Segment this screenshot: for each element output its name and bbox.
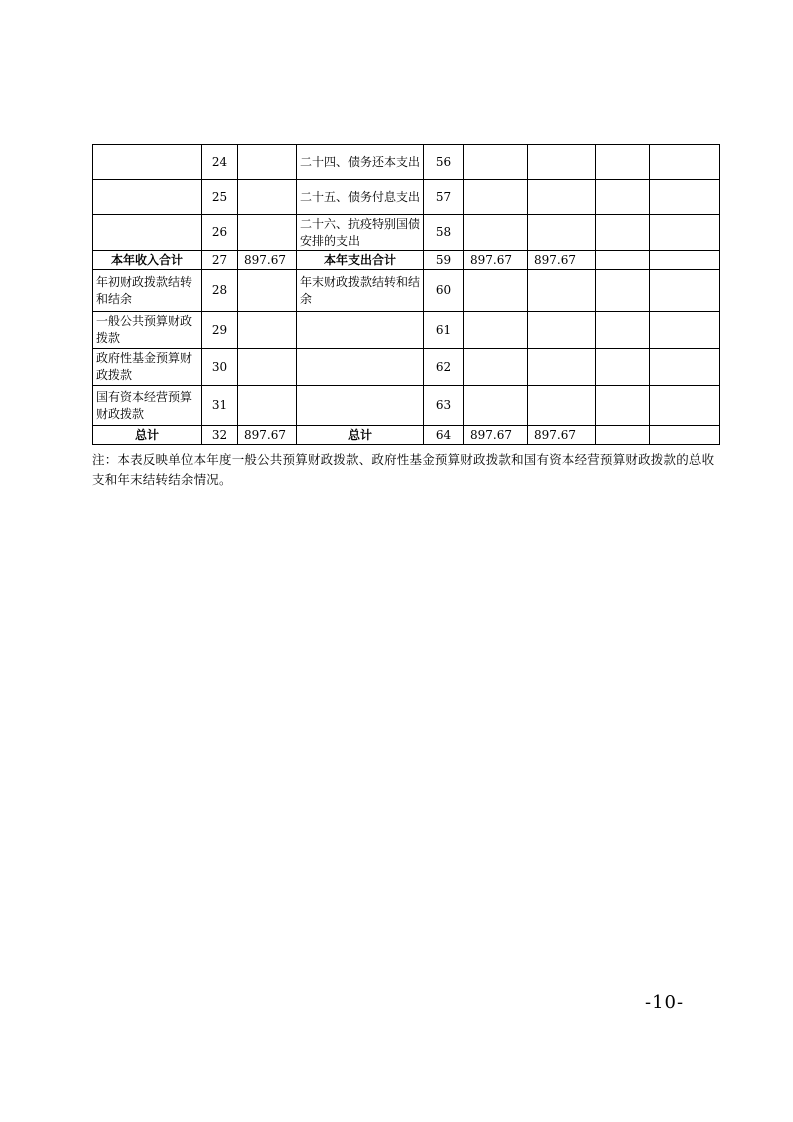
capital-budget-cell	[650, 180, 720, 215]
expense-line-number: 57	[424, 180, 464, 215]
expense-line-number: 62	[424, 349, 464, 386]
expense-item-cell: 二十六、抗疫特别国债安排的支出	[297, 215, 424, 251]
expense-total-cell	[464, 349, 528, 386]
expense-subtotal-label: 本年支出合计	[297, 251, 424, 270]
capital-budget-cell	[650, 215, 720, 251]
fund-budget-cell	[596, 349, 650, 386]
fiscal-appropriation-table	[92, 144, 720, 445]
fund-budget-cell	[596, 251, 650, 270]
fund-budget-cell	[596, 270, 650, 312]
expense-item-cell: 二十五、债务付息支出	[297, 180, 424, 215]
fund-budget-cell	[596, 426, 650, 445]
expense-grand-total-label: 总计	[297, 426, 424, 445]
general-budget-cell	[528, 180, 596, 215]
income-line-number: 32	[202, 426, 238, 445]
income-line-number: 30	[202, 349, 238, 386]
table-row	[93, 270, 720, 312]
income-line-number: 26	[202, 215, 238, 251]
table-row	[93, 215, 720, 251]
fund-budget-cell	[596, 215, 650, 251]
income-line-number: 24	[202, 145, 238, 180]
income-item-cell: 政府性基金预算财政拨款	[93, 349, 202, 386]
expense-total-cell	[464, 270, 528, 312]
income-amount-cell	[238, 386, 297, 426]
capital-budget-cell	[650, 145, 720, 180]
expense-item-cell	[297, 349, 424, 386]
income-grand-total-label: 总计	[93, 426, 202, 445]
income-item-cell: 年初财政拨款结转和结余	[93, 270, 202, 312]
income-line-number: 27	[202, 251, 238, 270]
general-budget-cell	[528, 270, 596, 312]
capital-budget-cell	[650, 251, 720, 270]
fund-budget-cell	[596, 312, 650, 349]
expense-total-cell	[464, 312, 528, 349]
expense-total-cell	[464, 215, 528, 251]
income-amount-cell	[238, 145, 297, 180]
income-amount-cell	[238, 270, 297, 312]
capital-budget-cell	[650, 386, 720, 426]
expense-total-cell	[464, 180, 528, 215]
table-row	[93, 386, 720, 426]
table-row	[93, 180, 720, 215]
expense-line-number: 63	[424, 386, 464, 426]
expense-total-cell: 897.67	[464, 426, 528, 445]
income-amount-cell: 897.67	[238, 426, 297, 445]
income-line-number: 28	[202, 270, 238, 312]
income-line-number: 29	[202, 312, 238, 349]
expense-line-number: 61	[424, 312, 464, 349]
expense-total-cell	[464, 145, 528, 180]
income-item-cell: 国有资本经营预算财政拨款	[93, 386, 202, 426]
expense-item-cell: 二十四、债务还本支出	[297, 145, 424, 180]
expense-total-cell: 897.67	[464, 251, 528, 270]
income-item-cell	[93, 180, 202, 215]
expense-line-number: 64	[424, 426, 464, 445]
expense-total-cell	[464, 386, 528, 426]
expense-item-cell	[297, 312, 424, 349]
capital-budget-cell	[650, 270, 720, 312]
expense-line-number: 56	[424, 145, 464, 180]
general-budget-cell: 897.67	[528, 426, 596, 445]
income-item-cell	[93, 215, 202, 251]
income-subtotal-label: 本年收入合计	[93, 251, 202, 270]
income-amount-cell	[238, 349, 297, 386]
expense-line-number: 59	[424, 251, 464, 270]
income-amount-cell: 897.67	[238, 251, 297, 270]
general-budget-cell: 897.67	[528, 251, 596, 270]
expense-line-number: 60	[424, 270, 464, 312]
income-line-number: 25	[202, 180, 238, 215]
general-budget-cell	[528, 312, 596, 349]
fund-budget-cell	[596, 180, 650, 215]
capital-budget-cell	[650, 312, 720, 349]
capital-budget-cell	[650, 349, 720, 386]
table-row	[93, 145, 720, 180]
capital-budget-cell	[650, 426, 720, 445]
page-number: -10-	[645, 992, 685, 1013]
table-row	[93, 349, 720, 386]
general-budget-cell	[528, 145, 596, 180]
income-item-cell	[93, 145, 202, 180]
general-budget-cell	[528, 349, 596, 386]
table-row-grand-total	[93, 426, 720, 445]
fund-budget-cell	[596, 386, 650, 426]
table-row-subtotal	[93, 251, 720, 270]
general-budget-cell	[528, 215, 596, 251]
expense-line-number: 58	[424, 215, 464, 251]
income-item-cell: 一般公共预算财政拨款	[93, 312, 202, 349]
expense-item-cell	[297, 386, 424, 426]
income-amount-cell	[238, 215, 297, 251]
income-amount-cell	[238, 180, 297, 215]
table-row	[93, 312, 720, 349]
expense-item-cell: 年末财政拨款结转和结余	[297, 270, 424, 312]
general-budget-cell	[528, 386, 596, 426]
table-footnote: 注：本表反映单位本年度一般公共预算财政拨款、政府性基金预算财政拨款和国有资本经营预算财政拨款的总收支和年末结转结余情况。	[92, 452, 715, 487]
fund-budget-cell	[596, 145, 650, 180]
income-amount-cell	[238, 312, 297, 349]
income-line-number: 31	[202, 386, 238, 426]
